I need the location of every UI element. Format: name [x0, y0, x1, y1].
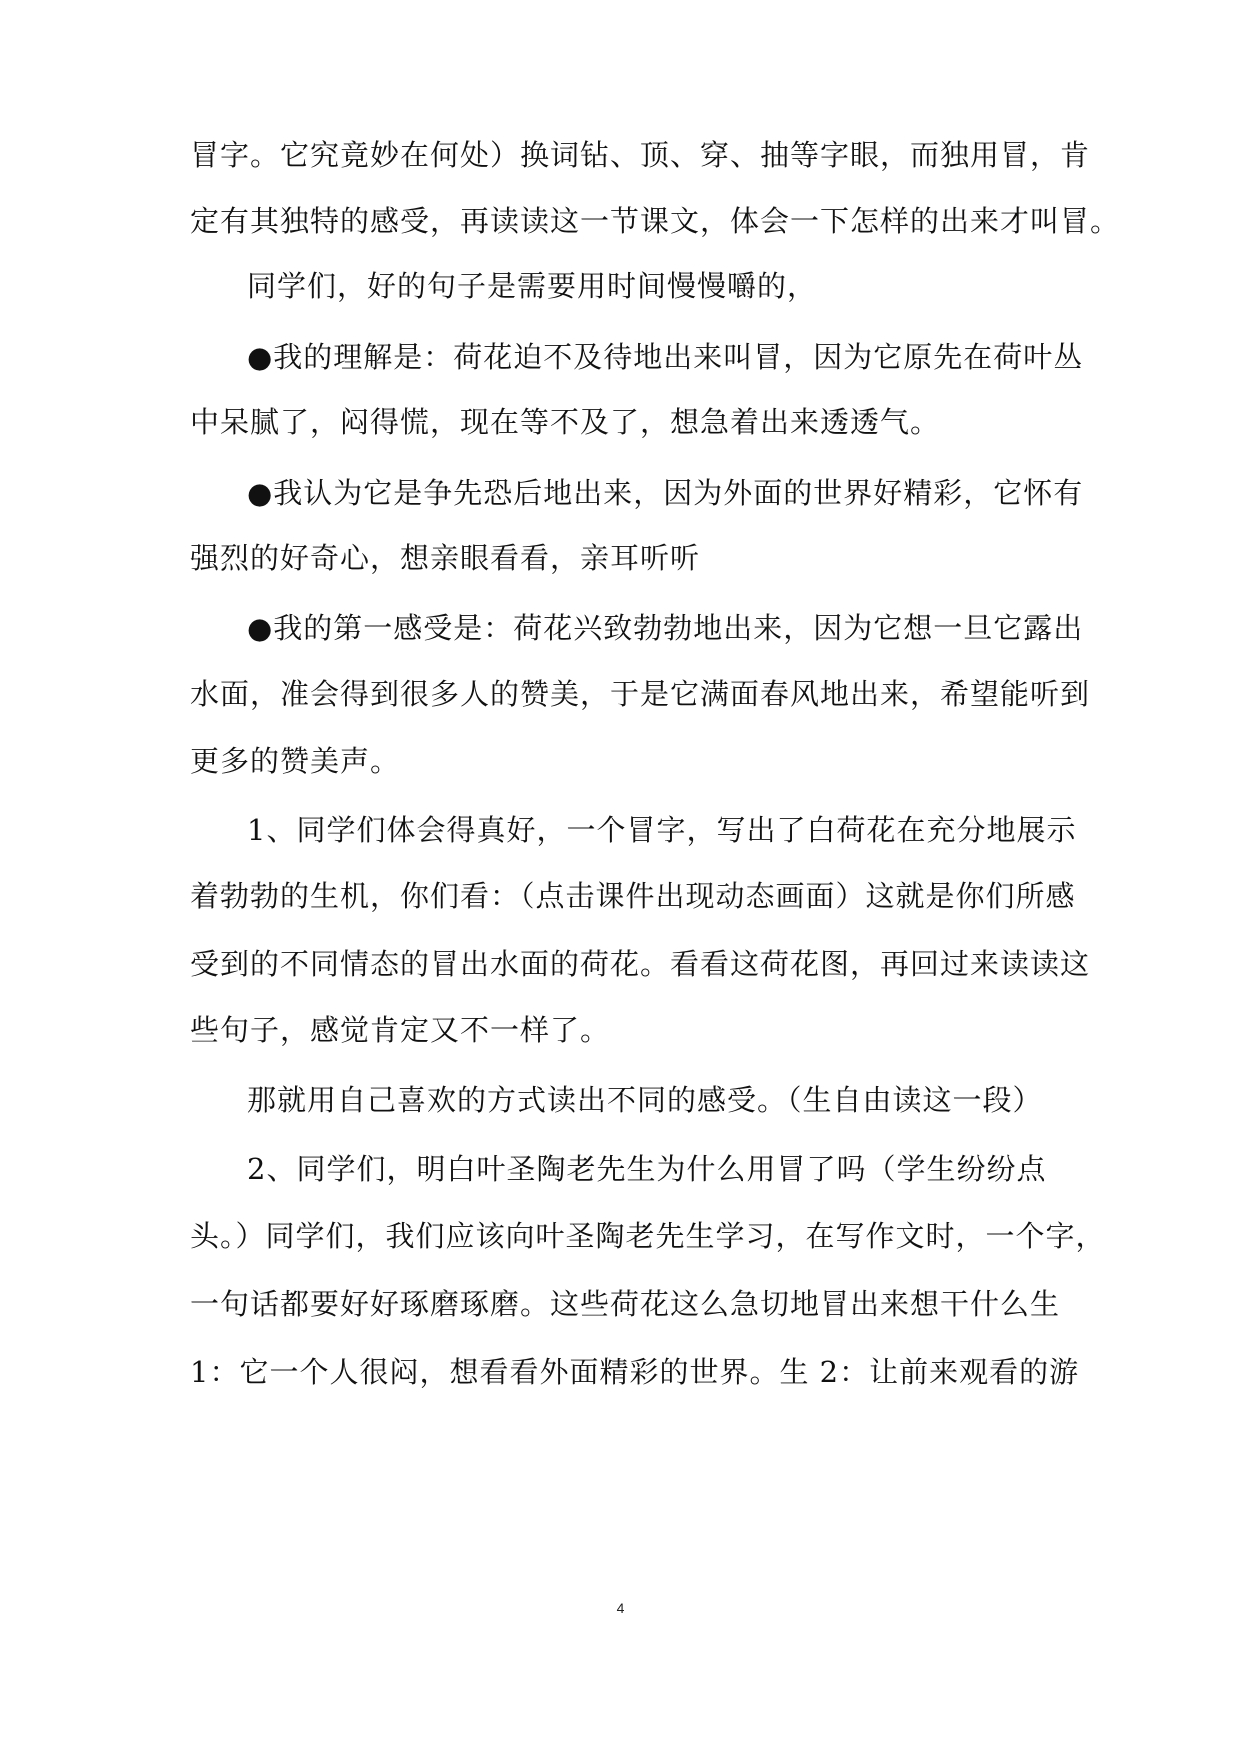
text-line: 强烈的好奇心，想亲眼看看，亲耳听听	[190, 541, 701, 575]
text-line: 冒字。它究竟妙在何处）换词钻、顶、穿、抽等字眼，而独用冒，肯	[190, 138, 1091, 172]
text-line: 1、同学们体会得真好，一个冒字，写出了白荷花在充分地展示	[247, 813, 1077, 847]
text-line: 1：它一个人很闷，想看看外面精彩的世界。生 2：让前来观看的游	[190, 1355, 1080, 1389]
text-line: 头。）同学们，我们应该向叶圣陶老先生学习，在写作文时，一个字，	[190, 1219, 1106, 1253]
text-line: ●我的理解是：荷花迫不及待地出来叫冒，因为它原先在荷叶丛	[247, 340, 1084, 374]
text-line: 定有其独特的感受，再读读这一节课文，体会一下怎样的出来才叫冒。	[190, 204, 1121, 238]
text-line: 更多的赞美声。	[190, 744, 401, 778]
text-line: ●我认为它是争先恐后地出来，因为外面的世界好精彩，它怀有	[247, 476, 1084, 510]
text-line: 一句话都要好好琢磨琢磨。这些荷花这么急切地冒出来想干什么生	[190, 1287, 1061, 1321]
text-line: 中呆腻了，闷得慌，现在等不及了，想急着出来透透气。	[190, 405, 941, 439]
page-number: 4	[616, 1600, 625, 1616]
text-line: 些句子，感觉肯定又不一样了。	[190, 1013, 611, 1047]
text-line: 同学们，好的句子是需要用时间慢慢嚼的，	[247, 269, 818, 303]
text-line: ●我的第一感受是：荷花兴致勃勃地出来，因为它想一旦它露出	[247, 611, 1084, 645]
text-line: 水面，准会得到很多人的赞美，于是它满面春风地出来，希望能听到	[190, 677, 1091, 711]
text-line: 受到的不同情态的冒出水面的荷花。看看这荷花图，再回过来读读这	[190, 947, 1091, 981]
text-line: 着勃勃的生机，你们看：（点击课件出现动态画面）这就是你们所感	[190, 879, 1076, 913]
text-line: 那就用自己喜欢的方式读出不同的感受。（生自由读这一段）	[247, 1083, 1043, 1117]
text-line: 2、同学们，明白叶圣陶老先生为什么用冒了吗（学生纷纷点	[247, 1152, 1047, 1186]
